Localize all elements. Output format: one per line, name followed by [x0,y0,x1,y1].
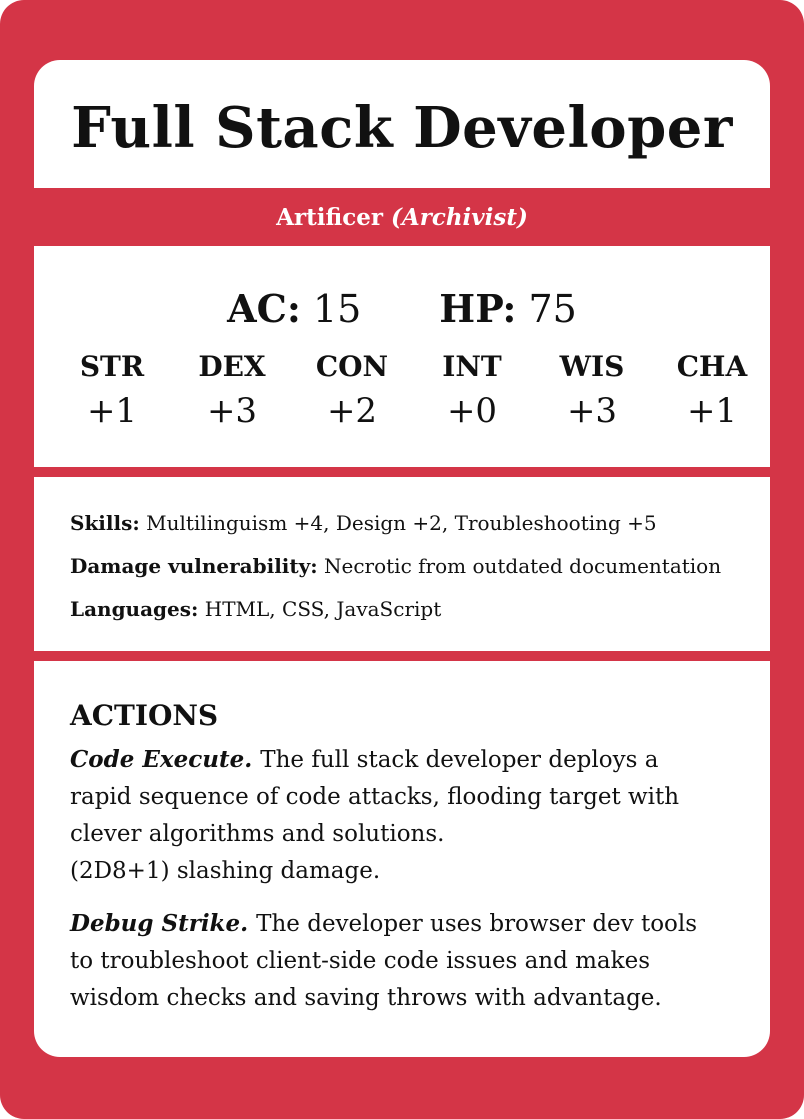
property-languages [70,597,441,621]
card-subtitle [34,188,770,246]
ac-label: AC: [227,286,301,331]
action-text: The full stack developer deploys a [260,747,659,773]
action-text: to troubleshoot client-side code issues and makes [70,948,650,974]
ability-int [422,350,522,431]
ability-cha [662,350,762,431]
ac-hp-row [34,286,770,331]
hit-points [439,286,577,331]
property-value: HTML, CSS, JavaScript [204,597,442,621]
stats-panel [34,246,770,467]
properties-panel [34,477,770,651]
ability-name: STR [79,350,145,383]
ability-value: +2 [326,391,378,431]
title-panel [34,60,770,188]
ability-value: +3 [566,391,618,431]
property-skills [70,511,657,535]
action-text: The developer uses browser dev tools [256,911,698,937]
card-title: Full Stack Developer [71,95,733,161]
action-text: (2D8+1) slashing damage. [70,858,381,884]
property-damage-vulnerability [70,554,721,578]
action-name: Code Execute. [70,746,253,773]
action-text: rapid sequence of code attacks, flooding target with [70,784,680,810]
subtitle-class: Artificer [276,203,383,231]
hp-label: HP: [439,286,517,331]
ability-name: CHA [676,350,748,383]
action-debug-strike [70,905,740,1017]
ability-scores [62,350,762,431]
ability-str [62,350,162,431]
ability-dex [182,350,282,431]
ability-value: +3 [206,391,258,431]
action-name: Debug Strike. [70,910,249,937]
actions-heading: ACTIONS [70,699,219,732]
ability-value: +1 [686,391,738,431]
property-value: Multilinguism +4, Design +2, Troubleshooting +5 [146,511,657,535]
action-text: clever algorithms and solutions. [70,821,445,847]
ability-wis [542,350,642,431]
ability-value: +0 [446,391,498,431]
actions-panel [34,661,770,1057]
ability-con [302,350,402,431]
subtitle-subclass: (Archivist) [390,203,528,231]
ability-name: INT [442,350,502,383]
property-label: Languages: [70,597,199,621]
property-value: Necrotic from outdated documentation [324,554,722,578]
property-label: Skills: [70,511,140,535]
ability-name: WIS [559,350,625,383]
ac-value: 15 [312,287,362,331]
armor-class [227,286,361,331]
hp-value: 75 [528,287,577,331]
ability-name: DEX [198,350,266,383]
property-label: Damage vulnerability: [70,554,318,578]
ability-name: CON [315,350,389,383]
ability-value: +1 [86,391,138,431]
action-code-execute [70,741,740,890]
action-text: wisdom checks and saving throws with advantage. [70,985,662,1011]
